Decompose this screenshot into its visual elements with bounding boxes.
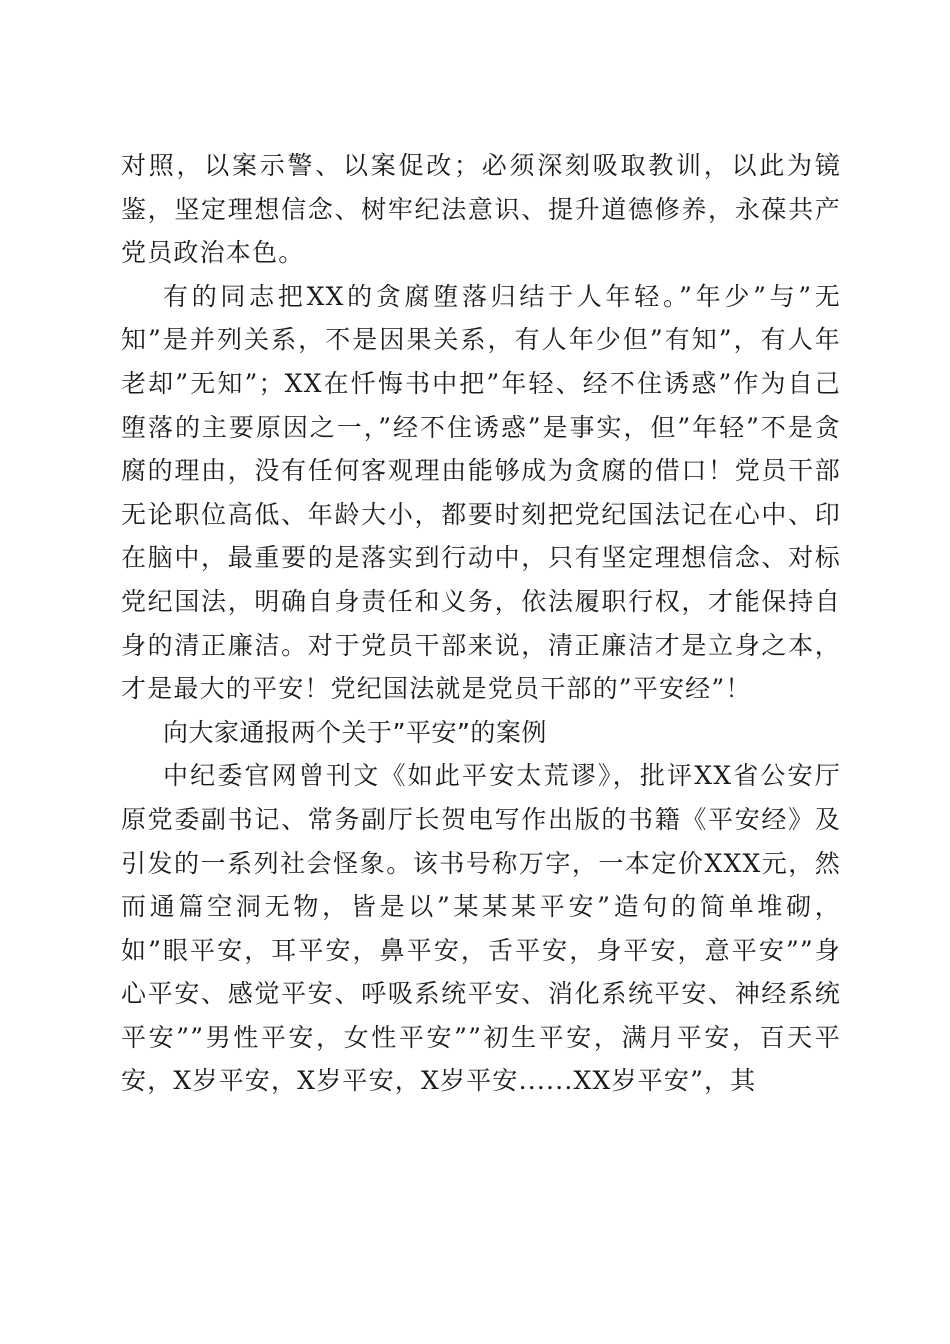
paragraph-cases-heading: 向大家通报两个关于”平安”的案例 (163, 717, 547, 747)
document-body (121, 144, 841, 1103)
paragraph-continued: 对照，以案示警、以案促改；必须深刻吸取教训，以此为镜鉴，坚定理想信念、树牢纪法意识、提升道德修养，永葆共产党员政治本色。 (121, 151, 841, 268)
paragraph-case-one: 中纪委官网曾刊文《如此平安太荒谬》，批评XX省公安厅原党委副书记、常务副厅长贺电写作出版的书籍《平安经》及引发的一系列社会怪象。该书号称万字，一本定价XXX元，然而通篇空洞无物，皆是以”某某某平安”造句的简单堆砌，如”眼平安，耳平安，鼻平安，舌平安，身平安，意平安””身心平安、感觉平安、呼吸系统平安、消化系统平安、神经系统平安””男性平安，女性平安””初生平安，满月平安，百天平安，X岁平安，X岁平安，X岁平安......XX岁平安”，其 (121, 761, 841, 1096)
paragraph-youth: 有的同志把XX的贪腐堕落归结于人年轻。”年少”与”无知”是并列关系，不是因果关系，有人年少但”有知”，有人年老却”无知”；XX在忏悔书中把”年轻、经不住诱惑”作为自己堕落的主要原因之一，”经不住诱惑”是事实，但”年轻”不是贪腐的理由，没有任何客观理由能够成为贪腐的借口！党员干部无论职位高低、年龄大小，都要时刻把党纪国法记在心中、印在脑中，最重要的是落实到行动中，只有坚定理想信念、对标党纪国法，明确自身责任和义务，依法履职行权，才能保持自身的清正廉洁。对于党员干部来说，清正廉洁才是立身之本，才是最大的平安！党纪国法就是党员干部的”平安经”！ (121, 281, 841, 704)
